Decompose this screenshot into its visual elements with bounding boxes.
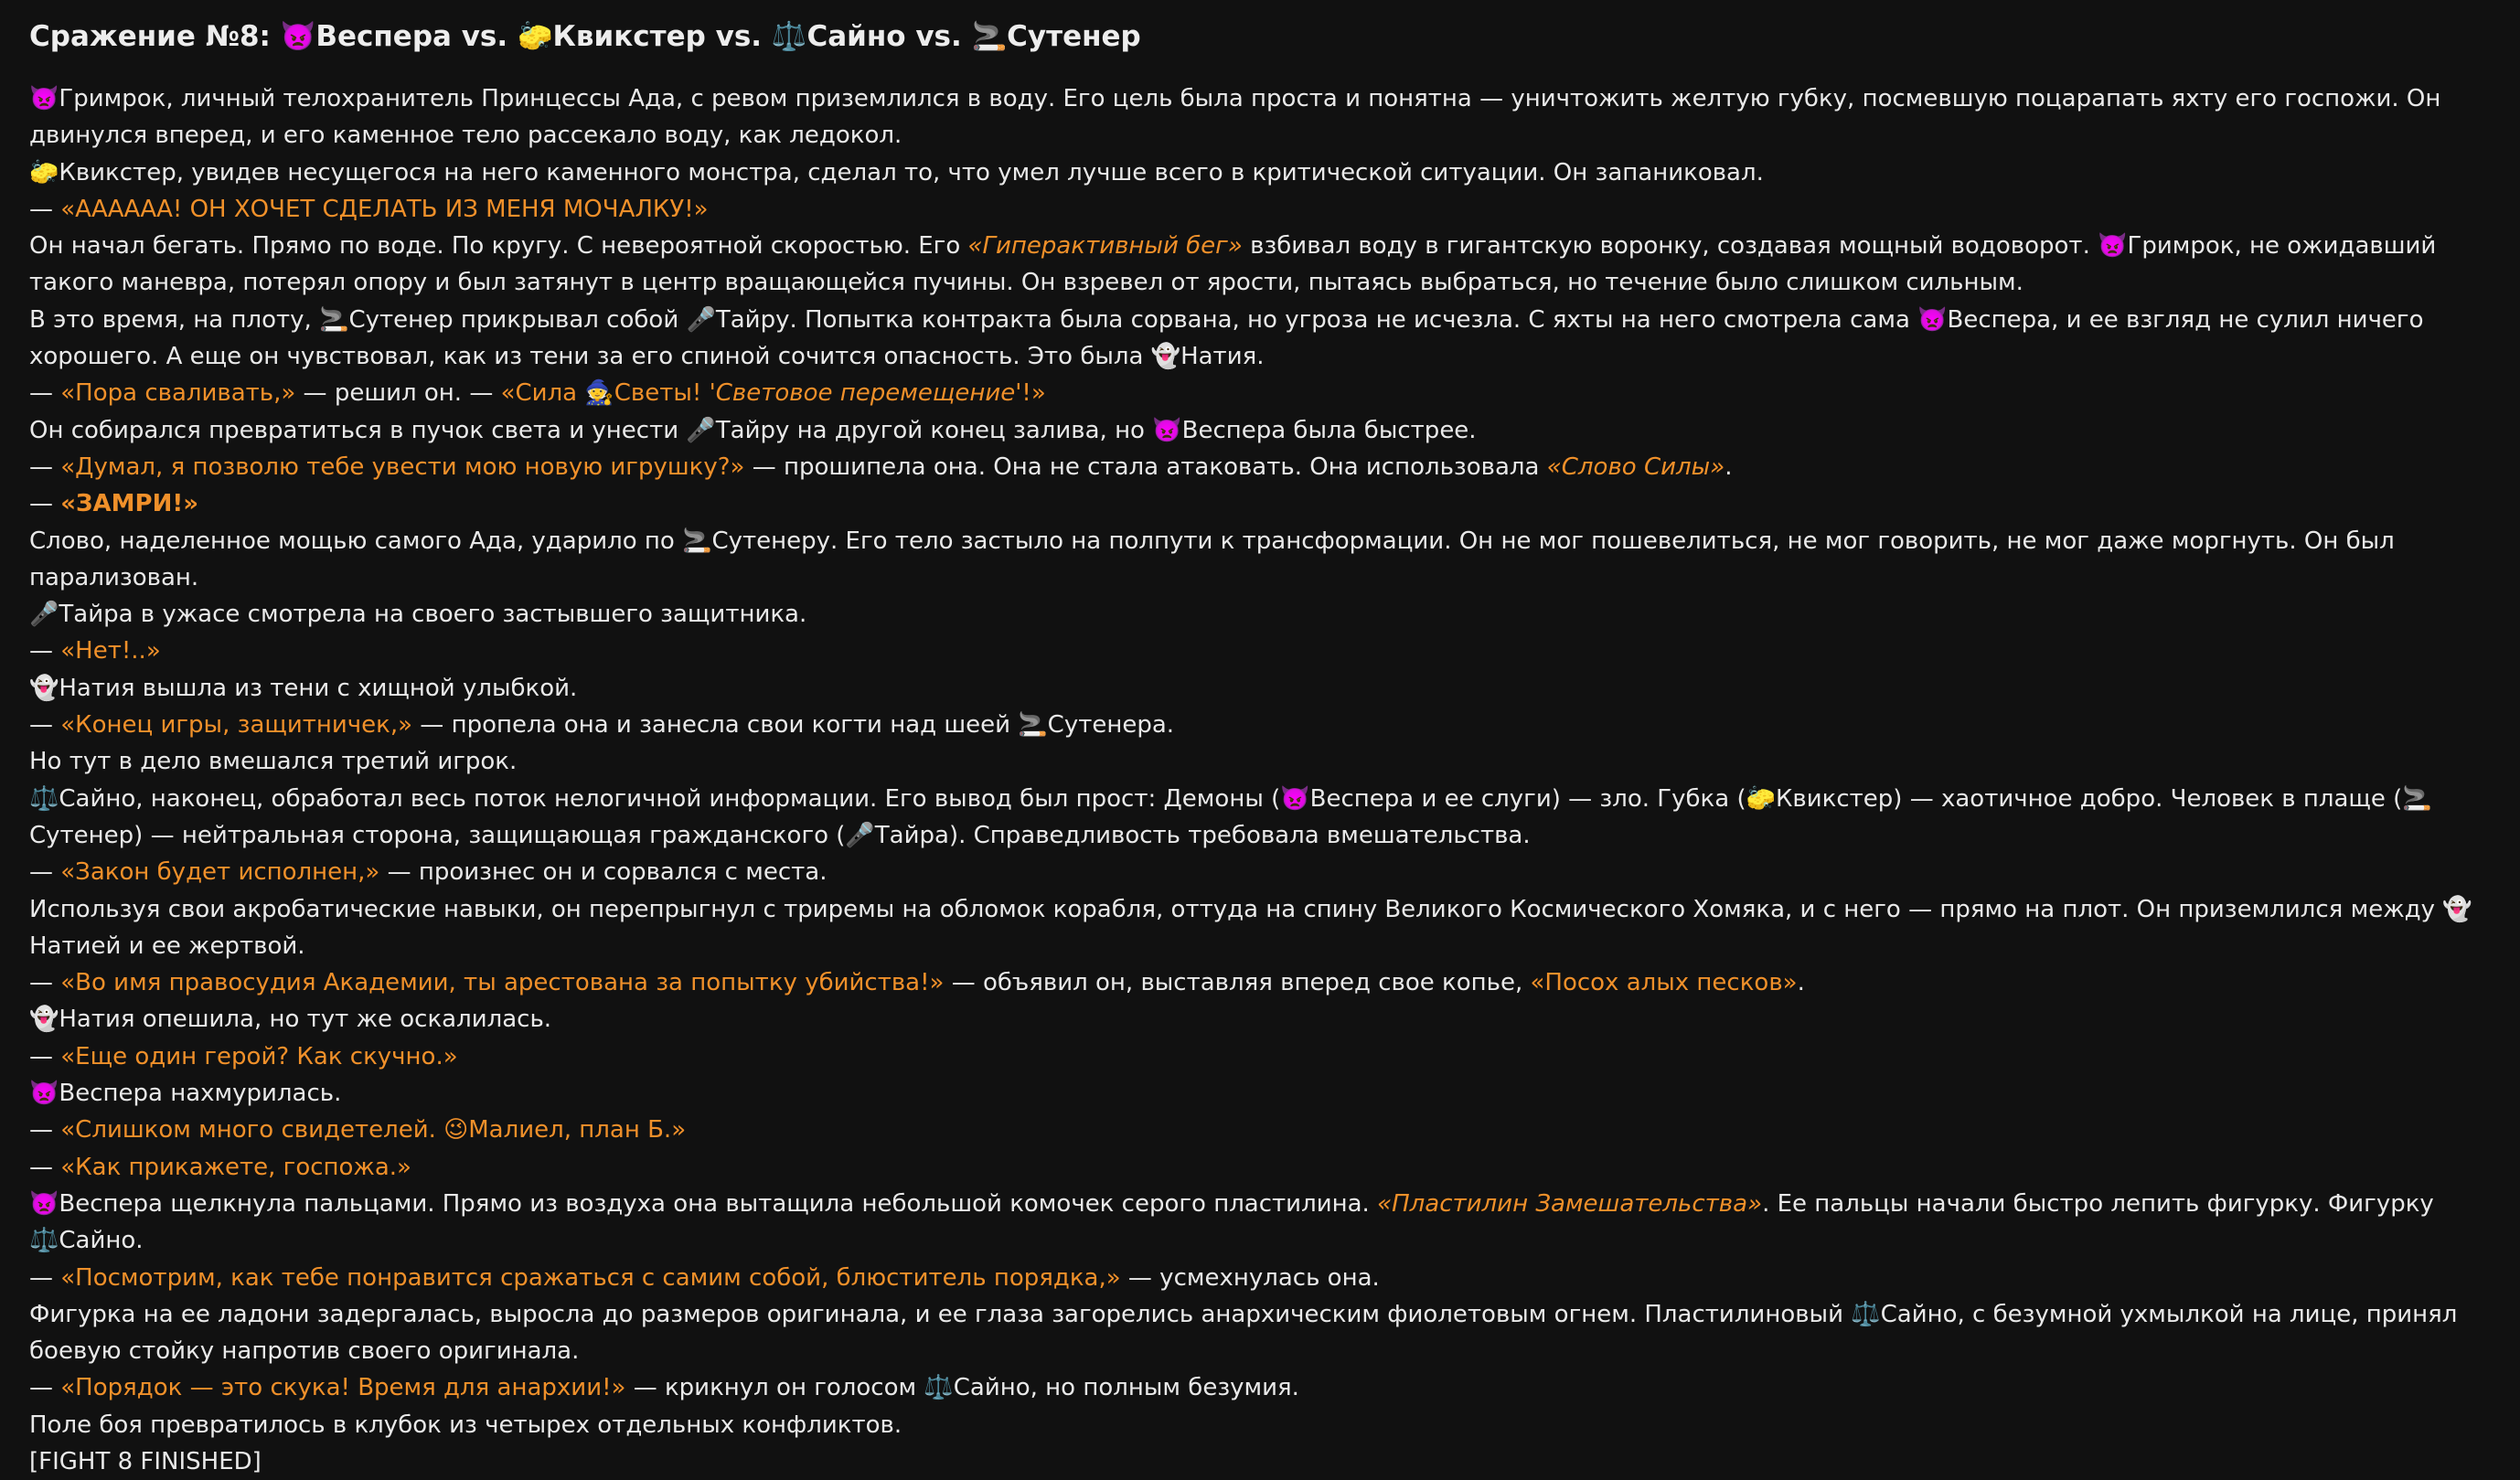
paragraph: 🧽Квикстер, увидев несущегося на него каменного монстра, сделал то, что умел лучше всего в критической ситуации. Он запаниковал. <box>29 158 1764 186</box>
quote: «АААААА! ОН ХОЧЕТ СДЕЛАТЬ ИЗ МЕНЯ МОЧАЛКУ!» <box>60 195 709 223</box>
dialogue-line: — «АААААА! ОН ХОЧЕТ СДЕЛАТЬ ИЗ МЕНЯ МОЧАЛКУ!» <box>29 195 709 223</box>
paragraph: 👻Натия вышла из тени с хищной улыбкой. <box>29 674 578 702</box>
quote: «ЗАМРИ!» <box>60 490 198 518</box>
quote: «Еще один герой? Как скучно.» <box>60 1042 458 1070</box>
paragraph: Используя свои акробатические навыки, он перепрыгнул с триремы на обломок корабля, оттуда на спину Великого Космического Хомяка, и с него — прямо на плот. Он приземлился между 👻Натией и ее жертвой. <box>29 895 2472 960</box>
paragraph: Он собирался превратиться в пучок света и унести 🎤Тайру на другой конец залива, но 👿Веспера была быстрее. <box>29 416 1477 444</box>
dialogue-line: — «Нет!..» <box>29 637 161 665</box>
quote: «Слишком много свидетелей. 😉Малиел, план Б.» <box>60 1116 687 1145</box>
dialogue-line: — «Посмотрим, как тебе понравится сражаться с самим собой, блюститель порядка,» — усмехнулась она. <box>29 1263 1380 1292</box>
quote: «Во имя правосудия Академии, ты арестована за попытку убийства!» <box>60 969 945 997</box>
paragraph: ⚖️Сайно, наконец, обработал весь поток нелогичной информации. Его вывод был прост: Демоны (👿Веспера и ее слуги) — зло. Губка (🧽Квикстер) — хаотичное добро. Человек в плаще (🚬Сутенер) — нейтральная сторона, защищающая гражданского (🎤Тайра). Справедливость требовала вмешательства. <box>29 784 2432 849</box>
story-body <box>29 80 2491 1480</box>
dialogue-line: — «Еще один герой? Как скучно.» <box>29 1042 458 1070</box>
dialogue-line: — «Закон будет исполнен,» — произнес он и сорвался с места. <box>29 858 828 887</box>
dialogue-line: — «Как прикажете, госпожа.» <box>29 1153 411 1181</box>
paragraph: Фигурка на ее ладони задергалась, выросла до размеров оригинала, и ее глаза загорелись анархическим фиолетовым огнем. Пластилиновый ⚖️Сайно, с безумной ухмылкой на лице, принял боевую стойку напротив своего оригинала. <box>29 1300 2458 1366</box>
quote: «Сила 🧙Светы! <box>500 379 710 408</box>
quote: «Посох алых песков» <box>1530 969 1798 997</box>
dialogue-line: — «Порядок — это скука! Время для анархии!» — крикнул он голосом ⚖️Сайно, но полным безумия. <box>29 1374 1299 1402</box>
paragraph: 👿Веспера нахмурилась. <box>29 1080 342 1108</box>
dialogue-line: — «Конец игры, защитничек,» — пропела она и занесла свои когти над шеей 🚬Сутенера. <box>29 711 1175 740</box>
quote: «Посмотрим, как тебе понравится сражаться с самим собой, блюститель порядка,» <box>60 1263 1121 1292</box>
dialogue-line: — «Думал, я позволю тебе увести мою новую игрушку?» — прошипела она. Она не стала атаковать. Она использовала «Слово Силы». <box>29 453 1733 481</box>
quote: «Пора сваливать,» <box>60 379 296 408</box>
quote: «Как прикажете, госпожа.» <box>60 1153 411 1181</box>
dialogue-line: — «Пора сваливать,» — решил он. — «Сила 🧙Светы! 'Световое перемещение'!» <box>29 379 1046 408</box>
paragraph: 👿Гримрок, личный телохранитель Принцессы Ада, с ревом приземлился в воду. Его цель была проста и понятна — уничтожить желтую губку, посмевшую поцарапать яхту его госпожи. Он двинулся вперед, и его каменное тело рассекало воду, как ледокол. <box>29 85 2441 150</box>
quote: «Нет!..» <box>60 637 161 665</box>
ability-name: 'Световое перемещение' <box>709 379 1022 408</box>
paragraph: В это время, на плоту, 🚬Сутенер прикрывал собой 🎤Тайру. Попытка контракта была сорвана, но угроза не исчезла. С яхты на него смотрела сама 👿Веспера, и ее взгляд не сулил ничего хорошего. А еще он чувствовал, как из тени за его спиной сочится опасность. Это была 👻Натия. <box>29 305 2424 371</box>
paragraph: Поле боя превратилось в клубок из четырех отдельных конфликтов. <box>29 1411 902 1439</box>
paragraph: 👻Натия опешила, но тут же оскалилась. <box>29 1006 552 1034</box>
ability-name: «Гиперактивный бег» <box>967 232 1243 261</box>
paragraph: 👿Веспера щелкнула пальцами. Прямо из воздуха она вытащила небольшой комочек серого пластилина. «Пластилин Замешательства». Ее пальцы начали быстро лепить фигурку. Фигурку ⚖️Сайно. <box>29 1189 2434 1255</box>
dialogue-line: — «ЗАМРИ!» <box>29 490 198 518</box>
paragraph: 🎤Тайра в ужасе смотрела на своего застывшего защитника. <box>29 601 807 629</box>
dialogue-line: — «Слишком много свидетелей. 😉Малиел, план Б.» <box>29 1116 687 1145</box>
paragraph: Но тут в дело вмешался третий игрок. <box>29 748 518 776</box>
paragraph: Он начал бегать. Прямо по воде. По кругу. С невероятной скоростью. Его «Гиперактивный бег» взбивал воду в гигантскую воронку, создавая мощный водоворот. 👿Гримрок, не ожидавший такого маневра, потерял опору и был затянут в центр вращающейся пучины. Он взревел от ярости, пытаясь выбраться, но течение было слишком сильным. <box>29 232 2437 297</box>
paragraph: Слово, наделенное мощью самого Ада, ударило по 🚬Сутенеру. Его тело застыло на полпути к трансформации. Он не мог пошевелиться, не мог говорить, не мог даже моргнуть. Он был парализован. <box>29 527 2395 591</box>
quote: «Думал, я позволю тебе увести мою новую игрушку?» <box>60 453 745 481</box>
quote: «Конец игры, защитничек,» <box>60 711 413 740</box>
dialogue-line: — «Во имя правосудия Академии, ты арестована за попытку убийства!» — объявил он, выставляя вперед свое копье, «Посох алых песков». <box>29 969 1805 997</box>
ability-name: «Слово Силы» <box>1546 453 1725 481</box>
ability-name: «Пластилин Замешательства» <box>1377 1189 1763 1218</box>
fight-title: Сражение №8: 👿Веспера vs. 🧽Квикстер vs. ⚖️Сайно vs. 🚬Сутенер <box>29 20 1141 53</box>
quote: «Порядок — это скука! Время для анархии!» <box>60 1374 626 1402</box>
fight-status: [FIGHT 8 FINISHED] <box>29 1447 262 1475</box>
quote: «Закон будет исполнен,» <box>60 858 380 887</box>
quote: !» <box>1021 379 1046 408</box>
